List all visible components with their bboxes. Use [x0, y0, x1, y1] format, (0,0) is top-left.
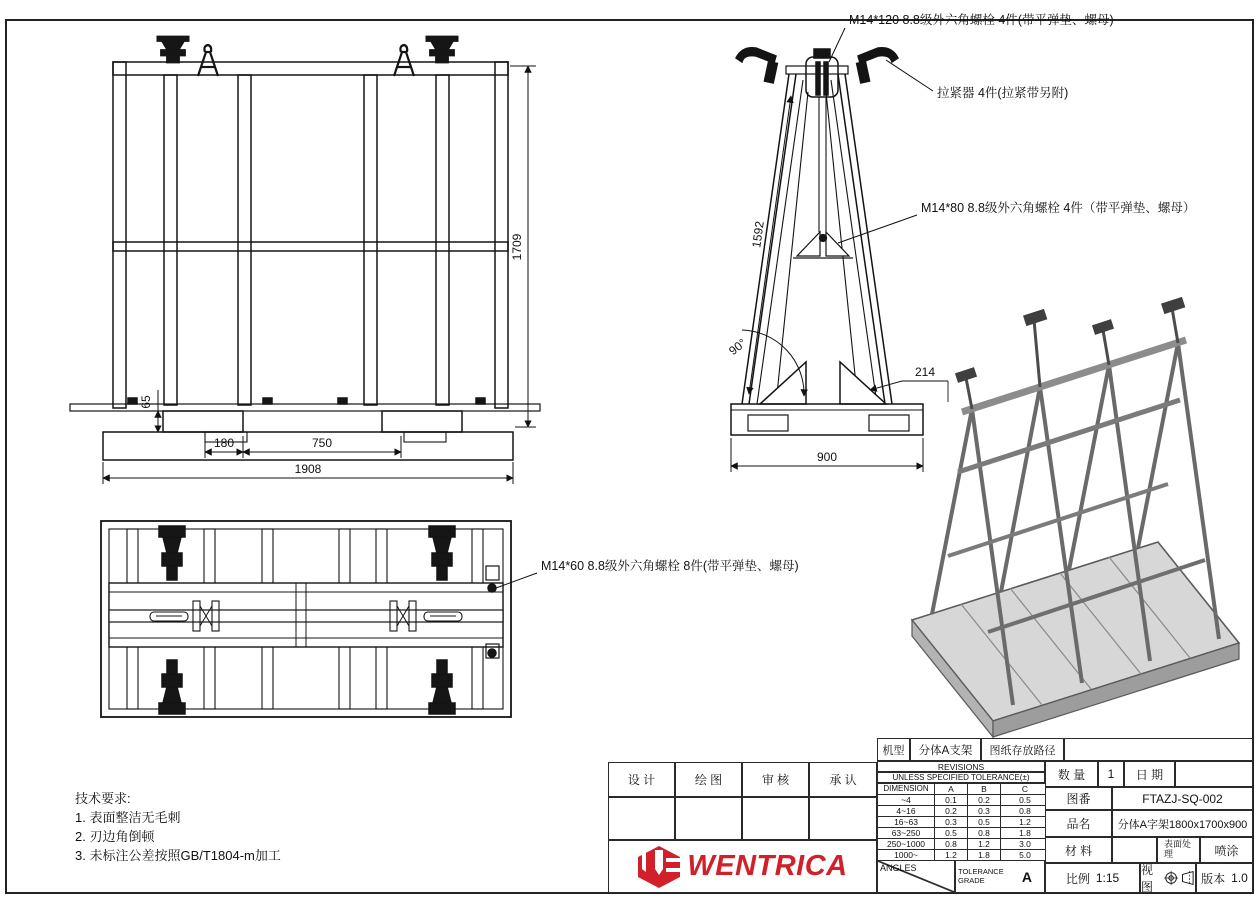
tol-cell: 0.8: [968, 828, 1001, 839]
table-row: [878, 806, 1050, 817]
version-label: 版本: [1201, 871, 1226, 886]
logo-text: WENTRICA: [687, 850, 848, 882]
front-view-dimensions: [103, 66, 536, 484]
tol-cell: 250~1000: [878, 839, 935, 850]
wentrica-emblem-icon: [637, 845, 681, 889]
tol-cell: 1.2: [968, 839, 1001, 850]
tol-cell: ~4: [878, 795, 935, 806]
quantity-label: 数 量: [1045, 761, 1098, 787]
annotation-tensioner: 拉紧器 4件(拉紧带另附): [937, 86, 1069, 100]
product-name-value: 分体A字架1800x1700x900: [1112, 810, 1253, 837]
company-logo: [608, 840, 877, 893]
ratchet-tensioner-icon: [159, 526, 185, 580]
material-label: 材 料: [1045, 837, 1112, 863]
table-row: [878, 795, 1050, 806]
view-cell: [1140, 863, 1196, 893]
surface-treatment-label: 表面处理: [1157, 837, 1200, 863]
tol-cell: 1.8: [968, 850, 1001, 861]
tol-cell: 1.8: [1001, 828, 1050, 839]
sign-cell-check[interactable]: [742, 797, 809, 840]
tol-cell: 0.5: [968, 817, 1001, 828]
revisions-label: REVISIONS: [877, 761, 1045, 772]
surface-treatment-value: 喷涂: [1200, 837, 1253, 863]
drawing-path-value: [1064, 738, 1253, 761]
tol-cell: 16~63: [878, 817, 935, 828]
dim-foot-span: 750: [311, 436, 333, 450]
ratchet-tensioner-icon: [429, 526, 455, 580]
tech-title: 技术要求:: [75, 791, 131, 806]
tol-cell: 5.0: [1001, 850, 1050, 861]
dim-overall-width: 1908: [294, 462, 322, 476]
sign-cell-draw[interactable]: [675, 797, 742, 840]
annotation-bolt-mid: M14*80 8.8级外六角螺栓 4件（带平弹垫、螺母）: [921, 201, 1196, 215]
scale-cell: [1045, 863, 1140, 893]
sign-cell-approve[interactable]: [809, 797, 877, 840]
technical-requirements: [75, 790, 281, 865]
tolerance-grade-cell: [955, 860, 1045, 893]
scale-label: 比例: [1065, 871, 1090, 886]
tol-header: B: [968, 784, 1001, 795]
sign-header-approve: 承 认: [809, 762, 877, 797]
sign-header-check: 审 核: [742, 762, 809, 797]
tol-cell: 63~250: [878, 828, 935, 839]
version-value: 1.0: [1231, 871, 1248, 885]
tol-cell: 0.8: [1001, 806, 1050, 817]
table-row: [878, 850, 1050, 861]
projection-symbol-icon: [1164, 868, 1195, 888]
tol-cell: 0.2: [935, 806, 968, 817]
product-name-label: 品名: [1045, 810, 1112, 837]
dim-angle: 90°: [726, 335, 750, 358]
tol-header: DIMENSION: [878, 784, 935, 795]
ratchet-tensioner-icon: [429, 660, 455, 714]
tol-cell: 1.2: [1001, 817, 1050, 828]
tolerance-table: [877, 783, 1050, 861]
angles-label: ANGLES: [877, 860, 955, 893]
sign-header-design: 设 计: [608, 762, 675, 797]
tol-cell: 1000~: [878, 850, 935, 861]
grade-value: A: [1021, 868, 1032, 885]
annotation-bolt-plan: M14*60 8.8级外六角螺栓 8件(带平弹垫、螺母): [541, 559, 799, 573]
tol-cell: 0.8: [935, 839, 968, 850]
tol-cell: 4~16: [878, 806, 935, 817]
machine-type-value: 分体A支架: [910, 738, 981, 761]
date-value[interactable]: [1175, 761, 1253, 787]
table-row: [878, 817, 1050, 828]
date-label: 日 期: [1124, 761, 1175, 787]
tol-cell: 0.3: [935, 817, 968, 828]
lifting-hook-icon: [857, 48, 898, 83]
lifting-hook-icon: [736, 48, 777, 83]
isometric-view: [912, 297, 1239, 737]
annotation-leaders: [496, 28, 936, 588]
grade-label: TOLERANCE GRADE: [958, 867, 1004, 885]
ratchet-tensioner-icon: [426, 36, 457, 63]
sign-cell-design[interactable]: [608, 797, 675, 840]
quantity-value: 1: [1098, 761, 1124, 787]
tol-cell: 1.2: [935, 850, 968, 861]
version-cell: [1196, 863, 1253, 893]
dim-foot-height: 65: [139, 395, 153, 409]
annotation-bolt-top: M14*120 8.8级外六角螺栓 4件(带平弹垫、螺母): [849, 13, 1114, 27]
tol-cell: 0.2: [968, 795, 1001, 806]
tol-cell: 3.0: [1001, 839, 1050, 850]
scale-value: 1:15: [1095, 871, 1120, 885]
ratchet-tensioner-icon: [157, 36, 188, 63]
dim-offset: 214: [914, 365, 936, 379]
tolerance-note: UNLESS SPECIFIED TOLERANCE(±): [877, 772, 1045, 783]
tol-cell: 0.5: [1001, 795, 1050, 806]
dim-front-height: 1709: [510, 233, 524, 261]
drawing-number-value: FTAZJ-SQ-002: [1112, 787, 1253, 810]
side-view-dimensions: [731, 96, 948, 472]
a-hook-icon: [198, 45, 218, 76]
tol-header: A: [935, 784, 968, 795]
sign-header-draw: 绘 图: [675, 762, 742, 797]
machine-type-label: 机型: [877, 738, 910, 761]
tech-item: 2. 刃边角倒顿: [75, 828, 155, 844]
view-label: 视图: [1141, 863, 1154, 893]
table-row: [878, 828, 1050, 839]
tol-cell: 0.3: [968, 806, 1001, 817]
top-view: [101, 521, 511, 717]
table-row: [878, 839, 1050, 850]
tech-item: 1. 表面整洁无毛刺: [75, 809, 181, 825]
dim-leg-length: 1592: [749, 220, 767, 249]
tol-cell: 0.5: [935, 828, 968, 839]
drawing-path-label: 图纸存放路径: [981, 738, 1064, 761]
drawing-number-label: 图番: [1045, 787, 1112, 810]
tol-header: C: [1001, 784, 1050, 795]
tech-item: 3. 未标注公差按照GB/T1804-m加工: [75, 847, 281, 863]
ratchet-tensioner-icon: [159, 660, 185, 714]
dim-depth: 900: [816, 450, 838, 464]
dim-foot-width: 180: [213, 436, 235, 450]
a-hook-icon: [394, 45, 414, 76]
tol-cell: 0.1: [935, 795, 968, 806]
material-value[interactable]: [1112, 837, 1157, 863]
